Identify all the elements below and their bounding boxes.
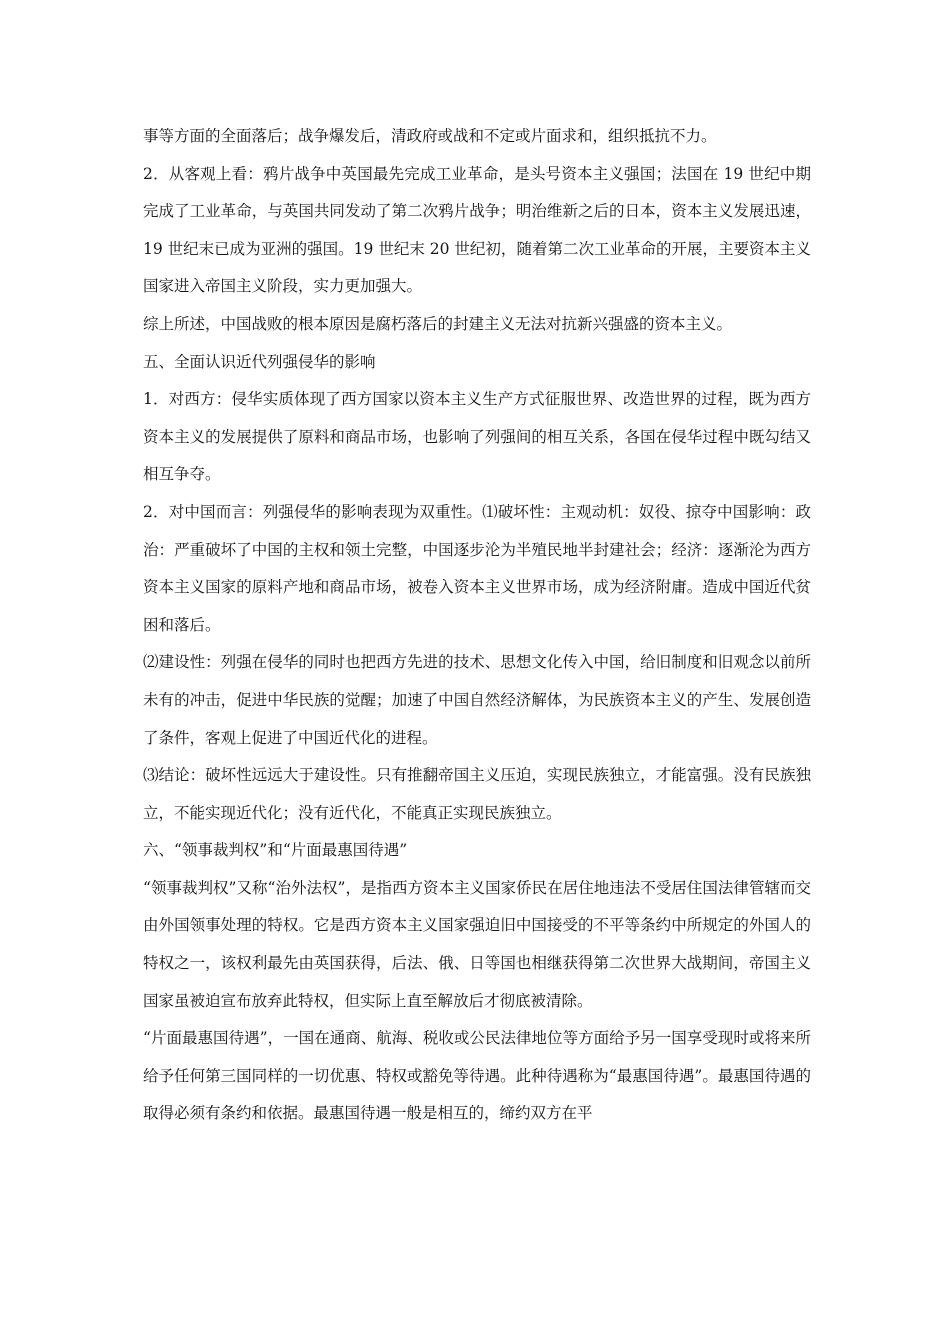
paragraph-most-favored-nation: “片面最惠国待遇”，一国在通商、航海、税收或公民法律地位等方面给予另一国享受现时或将来所给予任何第三国同样的一切优惠、特权或豁免等待遇。此种待遇称为“最惠国待遇”。最惠国待遇的取得必须有条约和依据。最惠国待遇一般是相互的，缔约双方在平 <box>143 1029 811 1123</box>
paragraph-impact-west: 1．对西方：侵华实质体现了西方国家以资本主义生产方式征服世界、改造世界的过程，既为西方资本主义的发展提供了原料和商品市场，也影响了列强间的相互关系，各国在侵华过程中既勾结又相互争夺。 <box>143 390 811 484</box>
paragraph-consular-jurisdiction: “领事裁判权”又称“治外法权”，是指西方资本主义国家侨民在居住地违法不受居住国法律管辖而交由外国领事处理的特权。它是西方资本主义国家强迫旧中国接受的不平等条约中所规定的外国人的特权之一，该权利最先由英国获得，后法、俄、日等国也相继获得第二次世界大战期间，帝国主义国家虽被迫宣布放弃此特权，但实际上直至解放后才彻底被清除。 <box>143 878 811 1010</box>
paragraph-summary: 综上所述，中国战败的根本原因是腐朽落后的封建主义无法对抗新兴强盛的资本主义。 <box>143 314 733 333</box>
paragraph-war-defeat-end: 事等方面的全面落后；战争爆发后，清政府或战和不定或片面求和，组织抵抗不力。 <box>143 127 717 145</box>
paragraph-conclusion: ⑶结论：破坏性远远大于建设性。只有推翻帝国主义压迫，实现民族独立，才能富强。没有民族独立，不能实现近代化；没有近代化，不能真正实现民族独立。 <box>143 766 811 822</box>
paragraph-constructive: ⑵建设性：列强在侵华的同时也把西方先进的技术、思想文化传入中国，给旧制度和旧观念以前所未有的冲击，促进中华民族的觉醒；加速了中国自然经济解体，为民族资本主义的产生、发展创造了条件，客观上促进了中国近代化的进程。 <box>143 653 811 747</box>
section-heading-5: 五、全面认识近代列强侵华的影响 <box>143 352 376 371</box>
document-body <box>143 118 811 1133</box>
paragraph-impact-china: 2．对中国而言：列强侵华的影响表现为双重性。⑴破坏性：主观动机：奴役、掠夺中国影响：政治：严重破坏了中国的主权和领土完整，中国逐步沦为半殖民地半封建社会；经济：逐渐沦为西方资本主义国家的原料产地和商品市场，被卷入资本主义世界市场，成为经济附庸。造成中国近代贫困和落后。 <box>143 502 811 634</box>
section-heading-6: 六、“领事裁判权”和“片面最惠国待遇” <box>143 841 408 860</box>
paragraph-objective-view: 2．从客观上看：鸦片战争中英国最先完成工业革命，是头号资本主义强国；法国在 19 世纪中期完成了工业革命，与英国共同发动了第二次鸦片战争；明治维新之后的日本，资本主义发展迅速，19 世纪末已成为亚洲的强国。19 世纪末 20 世纪初，随着第二次工业革命的开展，主要资本主义国家进入帝国主义阶段，实力更加强大。 <box>143 164 811 296</box>
